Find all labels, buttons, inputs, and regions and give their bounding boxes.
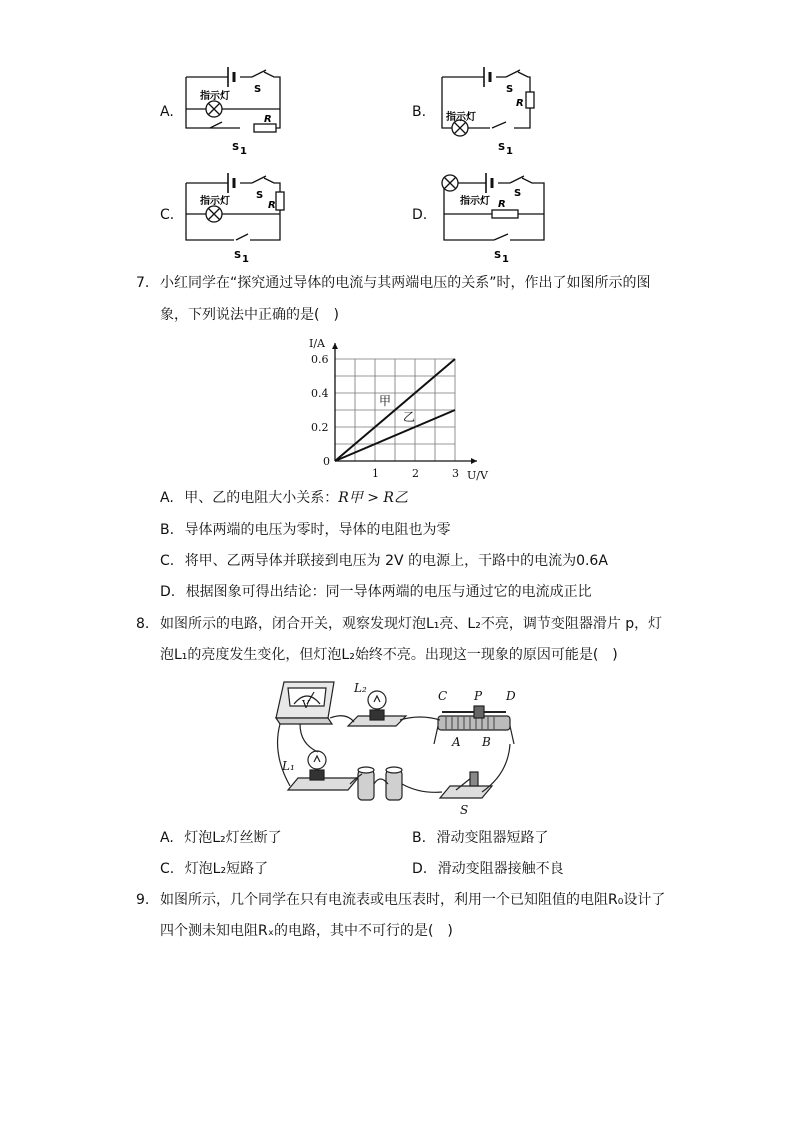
q8-option-c[interactable] (160, 859, 268, 879)
svg-text:R: R (264, 114, 272, 125)
svg-text:D: D (506, 689, 516, 703)
q7-option-a-letter: A. (160, 490, 174, 506)
q9-stem-line2: 四个测未知电阻Rₓ的电路，其中不可行的是( ) (160, 923, 453, 939)
svg-text:S: S (256, 190, 264, 201)
svg-text:P: P (474, 689, 483, 703)
q7-number: 7. (136, 275, 150, 291)
svg-text:R: R (498, 199, 506, 210)
svg-text:S: S (506, 84, 514, 95)
x-tick-label: 1 (372, 467, 379, 480)
q7-stem-line1: 小红同学在“探究通过导体的电流与其两端电压的关系”时，作出了如图所示的图 (160, 275, 651, 291)
svg-text:S: S (494, 250, 502, 261)
y-tick-label: 0.6 (311, 353, 329, 366)
svg-text:S: S (498, 142, 506, 153)
svg-text:1: 1 (242, 254, 249, 263)
svg-text:指示灯: 指示灯 (200, 196, 230, 207)
svg-text:指示灯: 指示灯 (200, 91, 230, 102)
svg-text:R: R (516, 98, 524, 109)
svg-text:S: S (234, 250, 242, 261)
svg-text:V: V (302, 698, 310, 711)
q7-option-b[interactable] (160, 520, 451, 540)
x-axis-arrow (471, 458, 477, 464)
svg-text:L₂: L₂ (354, 681, 367, 695)
q8-option-a-text: 灯泡L₂灯丝断了 (184, 830, 282, 846)
q8-option-a-letter: A. (160, 830, 174, 846)
q7-option-a-text: 甲、乙的电阻大小关系： (184, 490, 339, 506)
y-axis-arrow (332, 343, 338, 349)
q7-option-d[interactable] (160, 582, 592, 602)
svg-text:S: S (254, 84, 262, 95)
series-label-yi: 乙 (403, 410, 416, 425)
q7-option-c[interactable] (160, 551, 608, 571)
q8-option-d-letter: D. (412, 861, 428, 877)
svg-text:C: C (438, 689, 448, 703)
svg-text:1: 1 (240, 146, 247, 157)
circuit-a-diagram (180, 62, 290, 157)
svg-text:L₁: L₁ (282, 759, 295, 773)
q8-option-d-text: 滑动变阻器接触不良 (437, 861, 564, 877)
circuit-d-diagram (432, 168, 552, 263)
y-axis-label: I/A (309, 337, 325, 350)
svg-text:S: S (514, 188, 522, 199)
option-a-letter: A. (160, 104, 174, 120)
q8-circuit-figure (270, 674, 520, 822)
option-c-letter: C. (160, 207, 175, 223)
q8-option-b-text: 滑动变阻器短路了 (436, 830, 549, 846)
circuit-c-diagram (180, 168, 290, 263)
y-tick-label: 0.4 (311, 387, 329, 400)
q7-option-d-text: 根据图象可得出结论：同一导体两端的电压与通过它的电流成正比 (185, 584, 592, 600)
svg-text:B: B (482, 735, 491, 749)
x-tick-label: 2 (412, 467, 419, 480)
q9-number: 9. (136, 892, 150, 908)
q8-number: 8. (136, 616, 150, 632)
series-label-jia: 甲 (379, 393, 392, 408)
q7-option-a[interactable] (160, 488, 408, 508)
svg-text:指示灯: 指示灯 (460, 196, 490, 207)
q7-option-a-math: R甲 > R乙 (338, 490, 408, 506)
origin-label: 0 (323, 455, 330, 468)
q8-stem-line1: 如图所示的电路，闭合开关，观察发现灯泡L₁亮、L₂不亮，调节变阻器滑片 p，灯 (160, 616, 663, 632)
q8-option-b[interactable] (412, 828, 549, 848)
q8-option-d[interactable] (412, 859, 564, 879)
svg-text:S: S (232, 142, 240, 153)
q7-option-b-text: 导体两端的电压为零时，导体的电阻也为零 (184, 522, 451, 538)
option-d-letter: D. (412, 207, 428, 223)
q8-option-a[interactable] (160, 828, 282, 848)
q7-iu-chart (300, 333, 500, 483)
q8-option-c-letter: C. (160, 861, 175, 877)
q7-stem-line2: 象，下列说法中正确的是( ) (160, 307, 339, 323)
q7-option-b-letter: B. (160, 522, 175, 538)
svg-text:指示灯: 指示灯 (446, 112, 476, 123)
svg-text:1: 1 (502, 254, 509, 263)
q9-stem-line1: 如图所示，几个同学在只有电流表或电压表时，利用一个已知阻值的电阻R₀设计了 (160, 892, 666, 908)
x-tick-label: 3 (452, 467, 459, 480)
svg-text:A: A (452, 735, 461, 749)
option-b-letter: B. (412, 104, 427, 120)
q8-option-c-text: 灯泡L₂短路了 (184, 861, 269, 877)
y-tick-label: 0.2 (311, 421, 329, 434)
q7-option-d-letter: D. (160, 584, 176, 600)
svg-text:1: 1 (506, 146, 513, 157)
q8-stem-line2: 泡L₁的亮度发生变化，但灯泡L₂始终不亮。出现这一现象的原因可能是( ) (160, 647, 618, 663)
circuit-b-diagram (430, 62, 545, 157)
q7-option-c-letter: C. (160, 553, 175, 569)
x-axis-label: U/V (467, 469, 488, 482)
svg-text:S: S (460, 803, 469, 817)
q7-option-c-text: 将甲、乙两导体并联接到电压为 2V 的电源上，干路中的电流为0.6A (184, 553, 608, 569)
q8-option-b-letter: B. (412, 830, 427, 846)
svg-text:R: R (268, 200, 276, 211)
